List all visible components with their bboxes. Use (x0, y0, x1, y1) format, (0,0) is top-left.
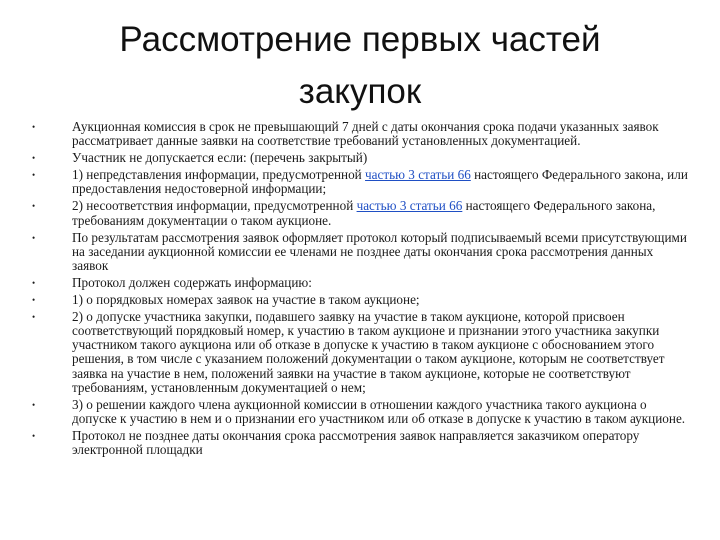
slide-title-line-1: Рассмотрение первых частей (119, 20, 601, 59)
bullet-icon: • (32, 430, 36, 441)
list-item (32, 198, 688, 228)
list-item (32, 396, 688, 426)
list-item (32, 150, 688, 166)
list-item-text: 3) о решении каждого члена аукционной комиссии в отношении каждого участника такого аукциона о допуске к участию в нем и о признании его участником или об отказе в допуске к участию в таком аукционе. (72, 396, 686, 426)
list-item-text-after: настоящего Федерального закона, или предоставления недостоверной информации; (72, 167, 688, 197)
bullet-icon: • (32, 312, 36, 323)
bullet-icon: • (32, 201, 36, 212)
bullet-icon: • (32, 277, 36, 288)
law-article-link[interactable]: частью 3 статьи 66 (365, 167, 471, 183)
list-item-text: Участник не допускается если: (перечень закрытый) (72, 150, 368, 166)
bullet-icon: • (32, 122, 36, 132)
list-item (32, 427, 688, 457)
list-item-text-before: 1) непредставления информации, предусмотренной (72, 167, 366, 183)
list-item-text-after: настоящего Федерального закона, требованиям документации о таком аукционе. (72, 198, 656, 228)
bullet-icon: • (32, 153, 36, 164)
bullet-icon: • (32, 170, 36, 181)
bullet-icon: • (32, 295, 36, 306)
list-item (32, 229, 688, 273)
list-item-text: Протокол должен содержать информацию: (72, 274, 312, 290)
list-item-text: Протокол не позднее даты окончания срока рассмотрения заявок направляется заказчиком оператору электронной площадки (72, 427, 640, 457)
slide-title (40, 14, 680, 118)
law-article-link[interactable]: частью 3 статьи 66 (356, 198, 463, 214)
list-item (32, 309, 688, 395)
bullet-icon: • (32, 232, 36, 243)
list-item-text: 1) о порядковых номерах заявок на участие в таком аукционе; (72, 292, 420, 308)
list-item (32, 274, 688, 290)
list-item-text-before: 2) несоответствия информации, предусмотренной (72, 198, 357, 214)
slide-title-line-2: закупок (298, 72, 422, 111)
bullet-icon: • (32, 399, 36, 410)
list-item-text: 2) о допуске участника закупки, подавшего заявку на участие в таком аукционе, которой присвоен соответствующий порядковый номер, к участию в таком аукционе и признании этого участника закупки участником такого аукциона или об отказе в допуске к участию в таком аукционе с обоснованием этого решения, в том числе с указанием положений документации о таком аукционе, которым не соответствует заявка на участие в нем, положений заявки на участие в таком аукционе, которые не соответствуют требованиям, установленным документацией о нем; (72, 309, 665, 395)
list-item (32, 119, 688, 149)
bullet-list (32, 119, 688, 460)
list-item-text: По результатам рассмотрения заявок оформляет протокол который подписываемый всеми присутствующими на заседании аукционной комиссии ее членами не позднее даты окончания срока рассмотрения данных заявок (72, 229, 687, 273)
list-item (32, 167, 688, 197)
list-item (32, 292, 688, 308)
list-item-text: Аукционная комиссия в срок не превышающий 7 дней с даты окончания срока подачи указанных заявок рассматривает данные заявки на соответствие требований установленных документацией. (72, 119, 659, 149)
